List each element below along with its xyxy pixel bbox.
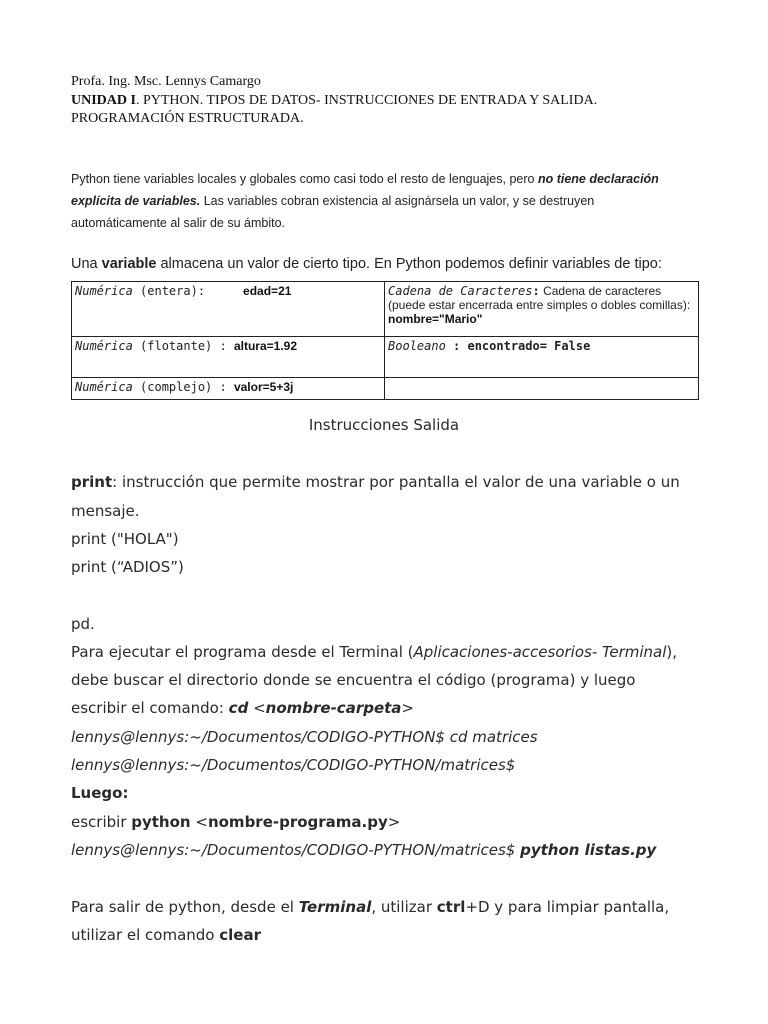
table-row [72,378,699,400]
print-desc: : instrucción que permite mostrar por pantalla el valor de una variable o un [112,473,680,491]
intro-text-2: Las variables cobran existencia al asignársela un valor, y se destruyen [200,194,595,208]
intro-emphasis-2: explícita de variables. [71,194,201,208]
print-keyword: print [71,473,113,491]
print-example-1: print ("HOLA") [71,530,179,548]
python-command: python [131,813,191,831]
table-cell-empty [385,378,699,400]
intro-line-3: automáticamente al salir de su ámbito. [71,216,285,230]
table-row [72,282,699,337]
folder-placeholder: nombre-carpeta [265,699,402,717]
cd-command: cd [228,699,249,717]
terminal-path: Aplicaciones-accesorios- Terminal [413,643,667,661]
unit-title: . PYTHON. TIPOS DE DATOS- INSTRUCCIONES DE ENTRADA Y SALIDA. [135,93,598,108]
print-line-2: mensaje. [71,502,140,520]
variable-text-a: Una [71,256,102,272]
intro-line-2 [71,194,594,208]
terminal-cmd-2: lennys@lennys:~/Documentos/CODIGO-PYTHON/matrices$ [71,756,516,774]
variable-keyword: variable [101,256,157,272]
clear-command: clear [219,926,261,944]
terminal-line-1: Para ejecutar el programa desde el Terminal (Aplicaciones-accesorios- Terminal), [71,643,678,661]
table-cell-numeric-complex: Numérica (complejo) : valor=5+3j [72,378,385,400]
pd-label: pd. [71,615,95,633]
variable-line [71,256,662,272]
program-placeholder: nombre-programa.py [207,813,388,831]
terminal-cmd-1: lennys@lennys:~/Documentos/CODIGO-PYTHON$ cd matrices [71,728,538,746]
exit-line-2: utilizar el comando clear [71,926,261,944]
intro-text: Python tiene variables locales y globales como casi todo el resto de lenguajes, pero [71,172,538,186]
ctrl-key: ctrl [436,898,466,916]
then-label: Luego: [71,784,129,802]
table-cell-boolean: Booleano : encontrado= False [385,337,699,378]
table-cell-string: Cadena de Caracteres: Cadena de caracteres (puede estar encerrada entre simples o dobles comillas): nombre="Mario" [385,282,699,337]
intro-line-1 [71,172,659,186]
exit-line-1: Para salir de python, desde el Terminal, utilizar ctrl+D y para limpiar pantalla, [71,898,670,916]
table-row [72,337,699,378]
section-title: Instrucciones Salida [308,416,460,434]
terminal-word: Terminal [298,898,372,916]
unit-subtitle: PROGRAMACIÓN ESTRUCTURADA. [71,111,304,126]
terminal-line-3: escribir el comando: cd <nombre-carpeta> [71,699,414,717]
author-line: Profa. Ing. Msc. Lennys Camargo [71,74,261,89]
print-line-1 [71,473,680,491]
intro-emphasis: no tiene declaración [537,172,659,186]
terminal-cmd-3: lennys@lennys:~/Documentos/CODIGO-PYTHON/matrices$ python listas.py [71,841,657,859]
print-example-2: print (“ADIOS”) [71,558,184,576]
terminal-line-2: debe buscar el directorio donde se encuentra el código (programa) y luego [71,671,636,689]
terminal-line-7: escribir python <nombre-programa.py> [71,813,401,831]
data-types-table [71,281,699,400]
unit-label: UNIDAD I [71,93,136,108]
run-command: python listas.py [520,841,657,859]
table-cell-numeric-float: Numérica (flotante) : altura=1.92 [72,337,385,378]
unit-heading [71,93,597,109]
variable-text-c: almacena un valor de cierto tipo. En Python podemos definir variables de tipo: [156,256,662,272]
table-cell-numeric-int: Numérica (entera): edad=21 [72,282,385,337]
